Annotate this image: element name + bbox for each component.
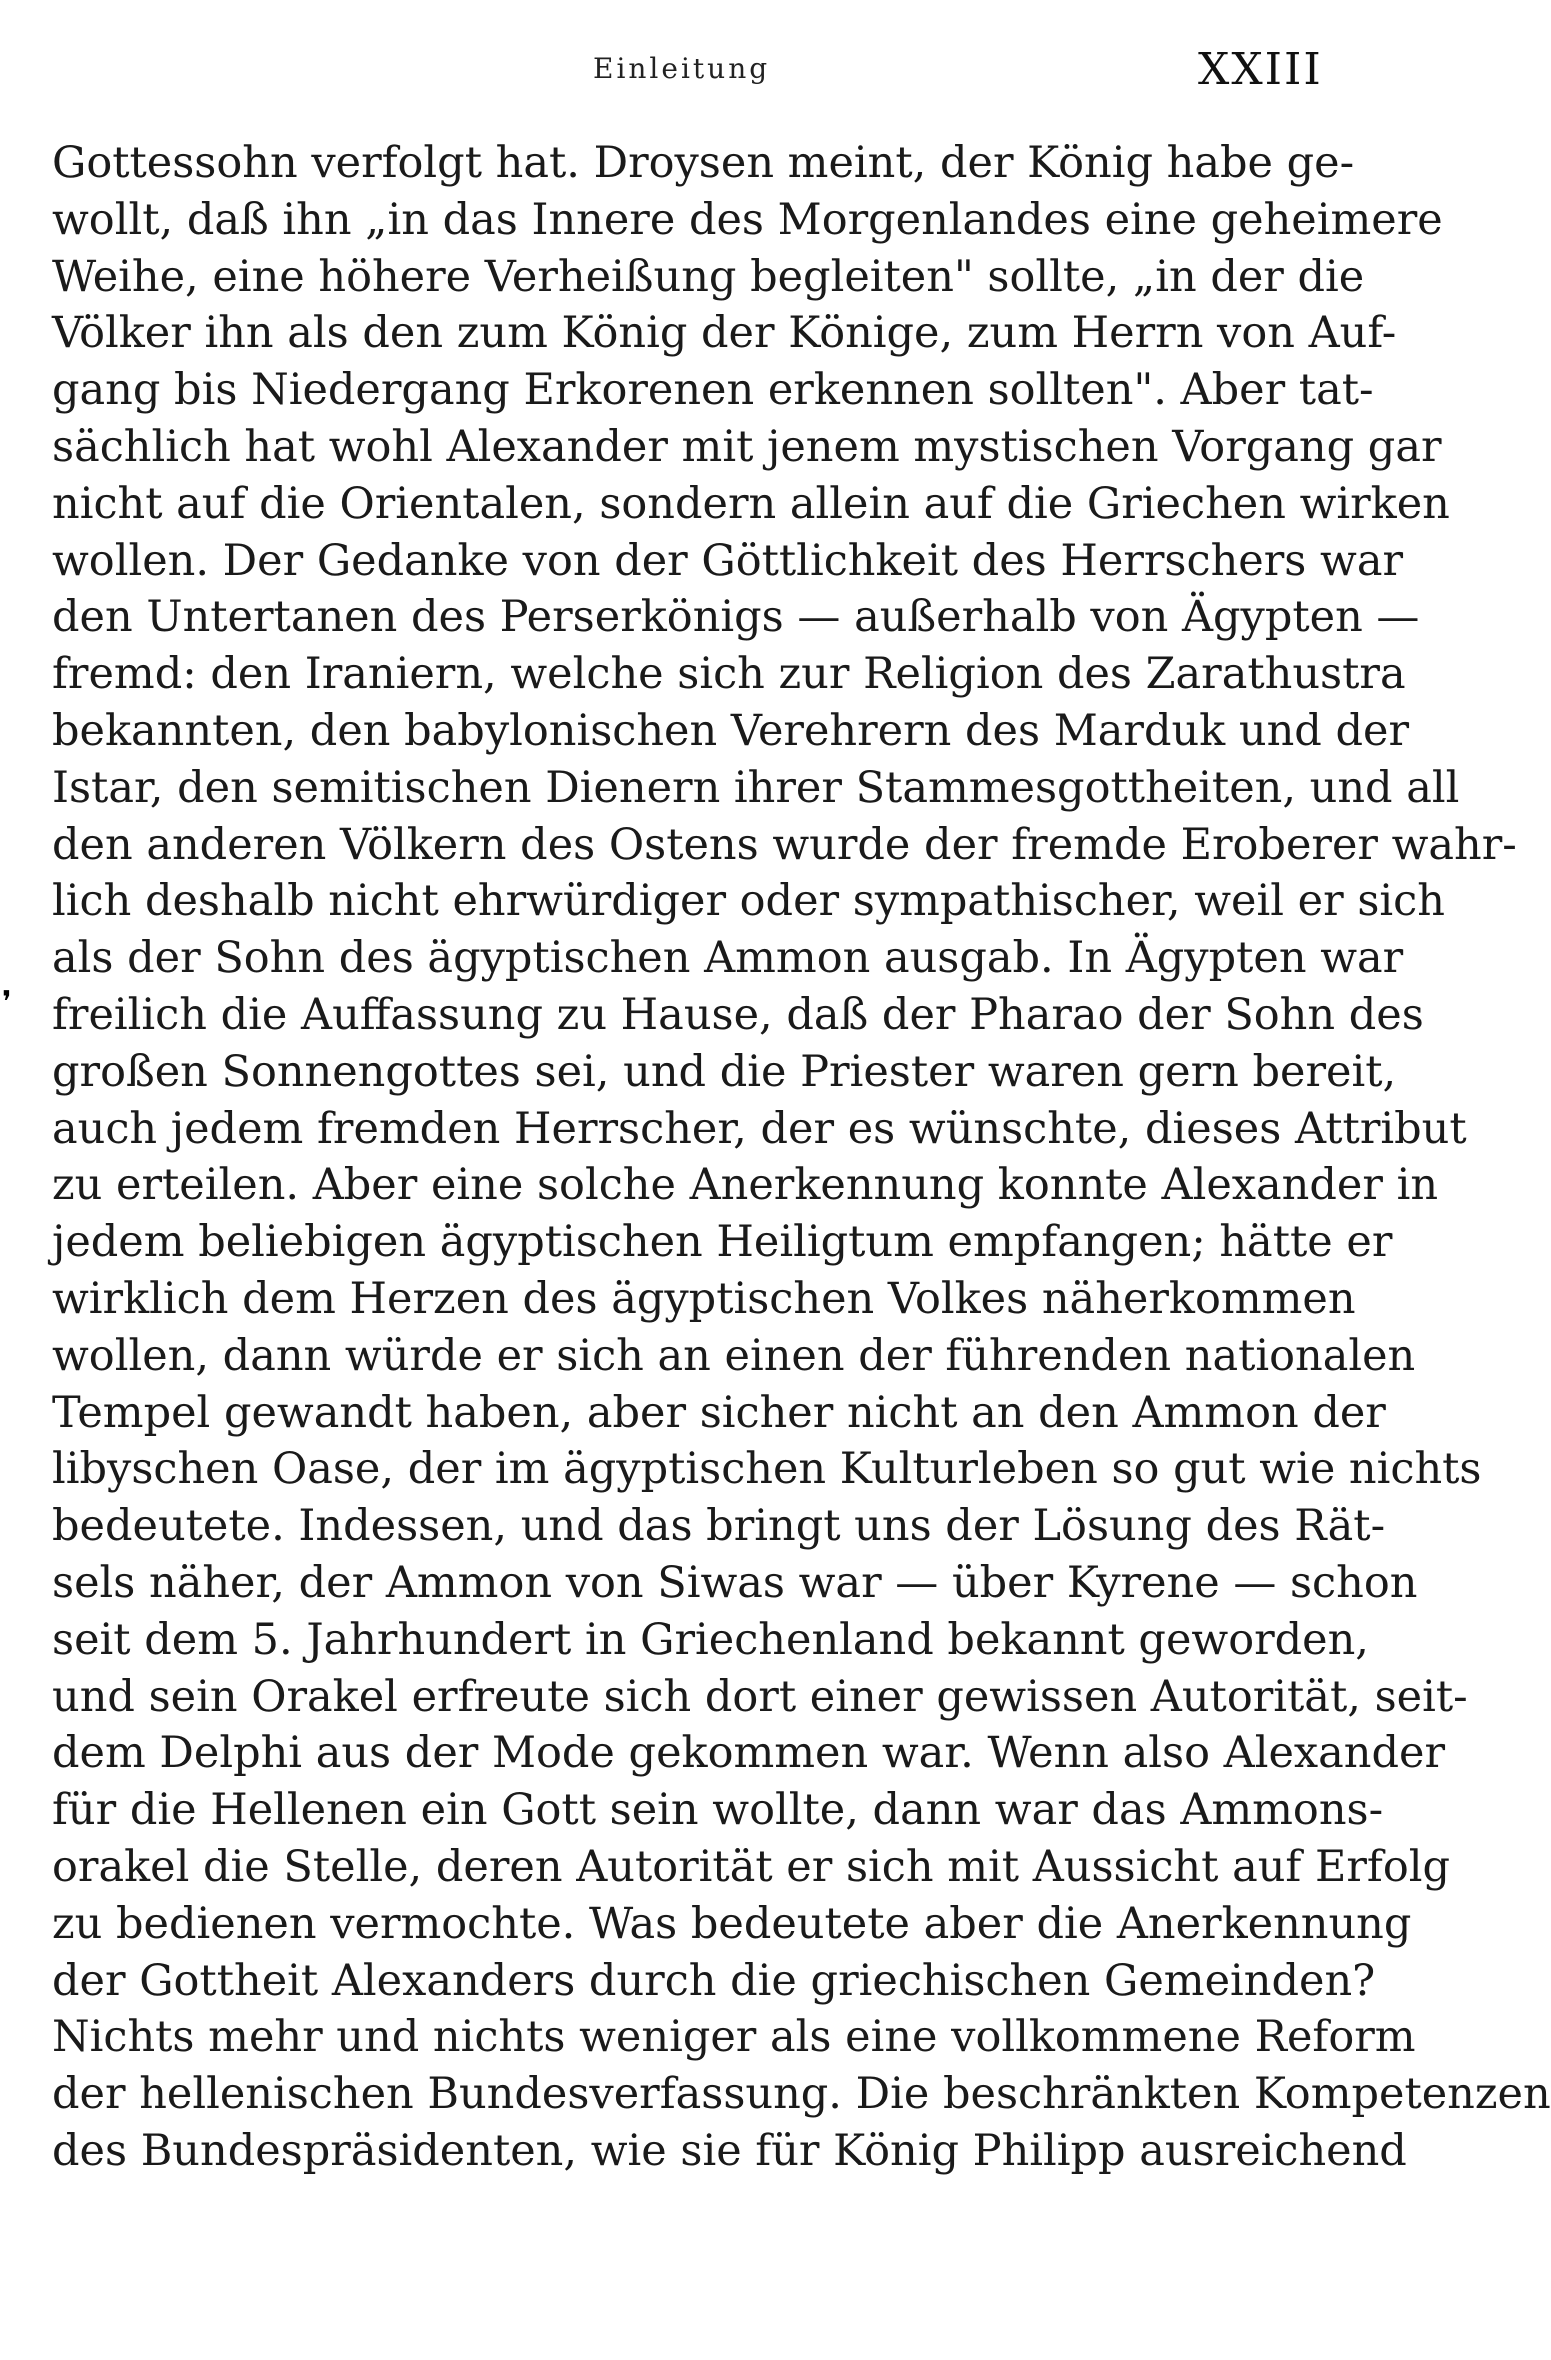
text-line: Istar, den semitischen Dienern ihrer Stammesgottheiten, und all: [52, 762, 1460, 813]
text-line: bedeutete. Indessen, und das bringt uns der Lösung des Rät-: [52, 1501, 1386, 1552]
text-line: wollen. Der Gedanke von der Göttlichkeit des Herrschers war: [52, 535, 1404, 586]
text-line: als der Sohn des ägyptischen Ammon ausgab. In Ägypten war: [52, 933, 1404, 984]
text-line: fremd: den Iraniern, welche sich zur Religion des Zarathustra: [52, 649, 1406, 700]
text-line: wollt, daß ihn „in das Innere des Morgenlandes eine geheimere: [52, 194, 1443, 245]
text-line: zu bedienen vermochte. Was bedeutete aber die Anerkennung: [52, 1898, 1412, 1949]
text-line: Tempel gewandt haben, aber sicher nicht an den Ammon der: [52, 1387, 1386, 1438]
text-line: Weihe, eine höhere Verheißung begleiten" sollte, „in der die: [52, 251, 1365, 302]
text-line: jedem beliebigen ägyptischen Heiligtum empfangen; hätte er: [52, 1217, 1393, 1268]
text-line: Gottessohn verfolgt hat. Droysen meint, der König habe ge-: [52, 138, 1355, 188]
text-line: sächlich hat wohl Alexander mit jenem mystischen Vorgang gar: [52, 421, 1442, 472]
text-line: großen Sonnengottes sei, und die Priester waren gern bereit,: [52, 1046, 1397, 1097]
text-line: auch jedem fremden Herrscher, der es wünschte, dieses Attribut: [52, 1103, 1467, 1154]
text-line: für die Hellenen ein Gott sein wollte, dann war das Ammons-: [52, 1785, 1384, 1836]
text-line: sels näher, der Ammon von Siwas war — über Kyrene — schon: [52, 1557, 1418, 1608]
text-line: des Bundespräsidenten, wie sie für König Philipp ausreichend: [52, 2125, 1407, 2176]
text-line: Völker ihn als den zum König der Könige, zum Herrn von Auf-: [52, 308, 1397, 359]
text-line: den anderen Völkern des Ostens wurde der fremde Eroberer wahr-: [52, 819, 1517, 870]
text-line: seit dem 5. Jahrhundert in Griechenland bekannt geworden,: [52, 1614, 1369, 1665]
text-line: der hellenischen Bundesverfassung. Die beschränkten Kompetenzen: [52, 2069, 1551, 2120]
body-text: [52, 135, 1551, 2180]
text-line: der Gottheit Alexanders durch die griechischen Gemeinden?: [52, 1955, 1376, 2006]
text-line: gang bis Niedergang Erkorenen erkennen sollten". Aber tat-: [52, 365, 1374, 416]
text-line: Nichts mehr und nichts weniger als eine vollkommene Reform: [52, 2012, 1416, 2063]
text-line: und sein Orakel erfreute sich dort einer gewissen Autorität, seit-: [52, 1671, 1468, 1722]
text-line: den Untertanen des Perserkönigs — außerhalb von Ägypten —: [52, 592, 1420, 643]
running-head: Einleitung: [593, 52, 771, 85]
text-line: wirklich dem Herzen des ägyptischen Volkes näherkommen: [52, 1273, 1356, 1324]
page-number: XXIII: [1198, 44, 1323, 95]
text-line: freilich die Auffassung zu Hause, daß der Pharao der Sohn des: [52, 989, 1424, 1040]
text-line: libyschen Oase, der im ägyptischen Kulturleben so gut wie nichts: [52, 1444, 1482, 1495]
text-line: orakel die Stelle, deren Autorität er sich mit Aussicht auf Erfolg: [52, 1841, 1451, 1892]
text-line: bekannten, den babylonischen Verehrern des Marduk und der: [52, 705, 1410, 756]
text-line: zu erteilen. Aber eine solche Anerkennung konnte Alexander in: [52, 1160, 1439, 1211]
text-line: lich deshalb nicht ehrwürdiger oder sympathischer, weil er sich: [52, 876, 1445, 927]
text-line: nicht auf die Orientalen, sondern allein auf die Griechen wirken: [52, 478, 1450, 529]
text-line: wollen, dann würde er sich an einen der führenden nationalen: [52, 1330, 1416, 1381]
text-line: dem Delphi aus der Mode gekommen war. Wenn also Alexander: [52, 1728, 1446, 1779]
margin-ink-mark: ❜: [2, 985, 12, 1020]
